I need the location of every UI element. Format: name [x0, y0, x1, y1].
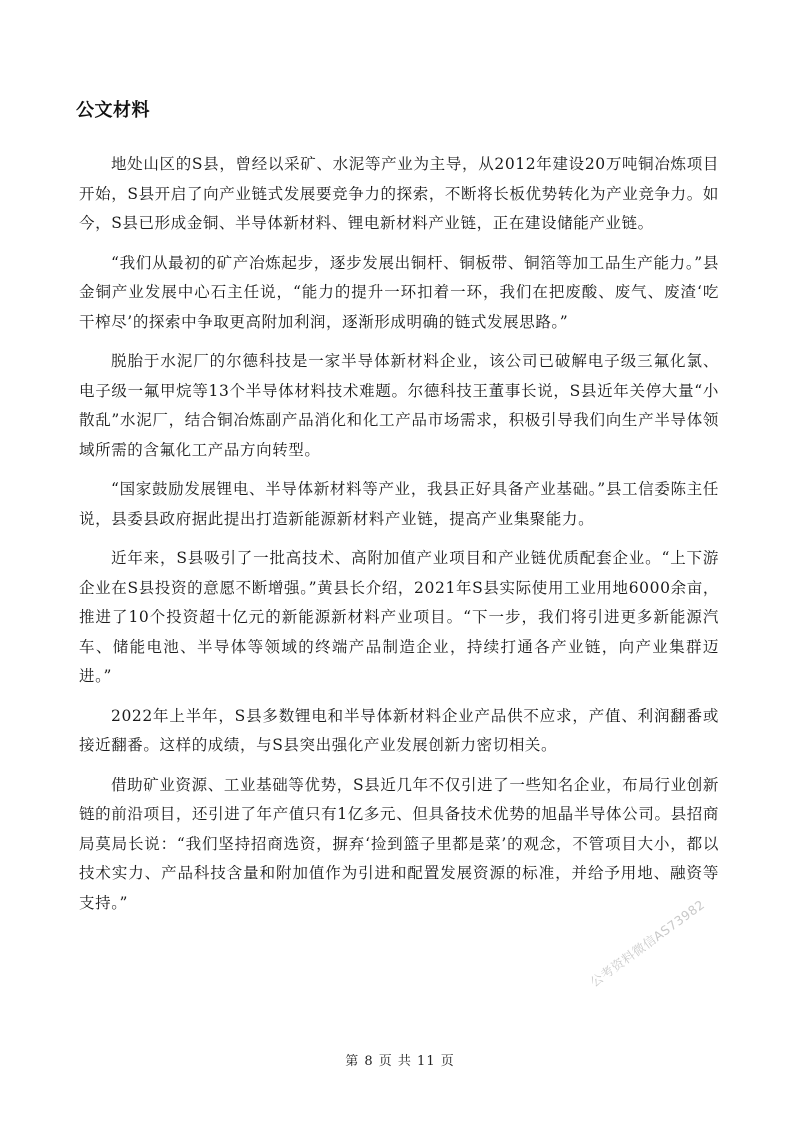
paragraph-3: 脱胎于水泥厂的尔德科技是一家半导体新材料企业，该公司已破解电子级三氟化氯、电子级一氟甲烷等13个半导体材料技术难题。尔德科技王董事长说，S县近年关停大量“小散乱”水泥厂，结合铜冶炼副产品消化和化工产品市场需求，积极引导我们向生产半导体领域所需的含氟化工产品方向转型。 — [79, 352, 719, 459]
document-body — [79, 150, 719, 928]
paragraph-4: “国家鼓励发展锂电、半导体新材料等产业，我县正好具备产业基础。”县工信委陈主任说，县委县政府据此提出打造新能源新材料产业链，提高产业集聚能力。 — [79, 480, 719, 528]
paragraph-6: 2022年上半年，S县多数锂电和半导体新材料企业产品供不应求，产值、利润翻番或接近翻番。这样的成绩，与S县突出强化产业发展创新力密切相关。 — [79, 706, 719, 754]
paragraph-2: “我们从最初的矿产冶炼起步，逐步发展出铜杆、铜板带、铜箔等加工品生产能力。”县金铜产业发展中心石主任说，“能力的提升一环扣着一环，我们在把废酸、废气、废渣‘吃干榨尽’的探索中争取更高附加利润，逐渐形成明确的链式发展思路。” — [79, 253, 719, 331]
paragraph-5: 近年来，S县吸引了一批高技术、高附加值产业项目和产业链优质配套企业。“上下游企业在S县投资的意愿不断增强。”黄县长介绍，2021年S县实际使用工业用地6000余亩，推进了10个投资超十亿元的新能源新材料产业项目。“下一步，我们将引进更多新能源汽车、储能电池、半导体等领域的终端产品制造企业，持续打通各产业链，向产业集群迈进。” — [79, 549, 719, 685]
watermark: 公考资料微信AS73982 — [587, 896, 708, 990]
paragraph-7: 借助矿业资源、工业基础等优势，S县近几年不仅引进了一些知名企业，布局行业创新链的前沿项目，还引进了年产值只有1亿多元、但具备技术优势的旭晶半导体公司。县招商局莫局长说：“我们坚持招商选资，摒弃‘捡到篮子里都是菜’的观念，不管项目大小，都以技术实力、产品科技含量和附加值作为引进和配置发展资源的标准，并给予用地、融资等支持。” — [79, 775, 719, 912]
page-number: 第 8 页 共 11 页 — [345, 1054, 455, 1069]
document-heading: 公文材料 — [76, 100, 150, 121]
paragraph-1: 地处山区的S县，曾经以采矿、水泥等产业为主导，从2012年建设20万吨铜冶炼项目开始，S县开启了向产业链式发展要竞争力的探索，不断将长板优势转化为产业竞争力。如今，S县已形成金铜、半导体新材料、锂电新材料产业链，正在建设储能产业链。 — [79, 155, 719, 232]
